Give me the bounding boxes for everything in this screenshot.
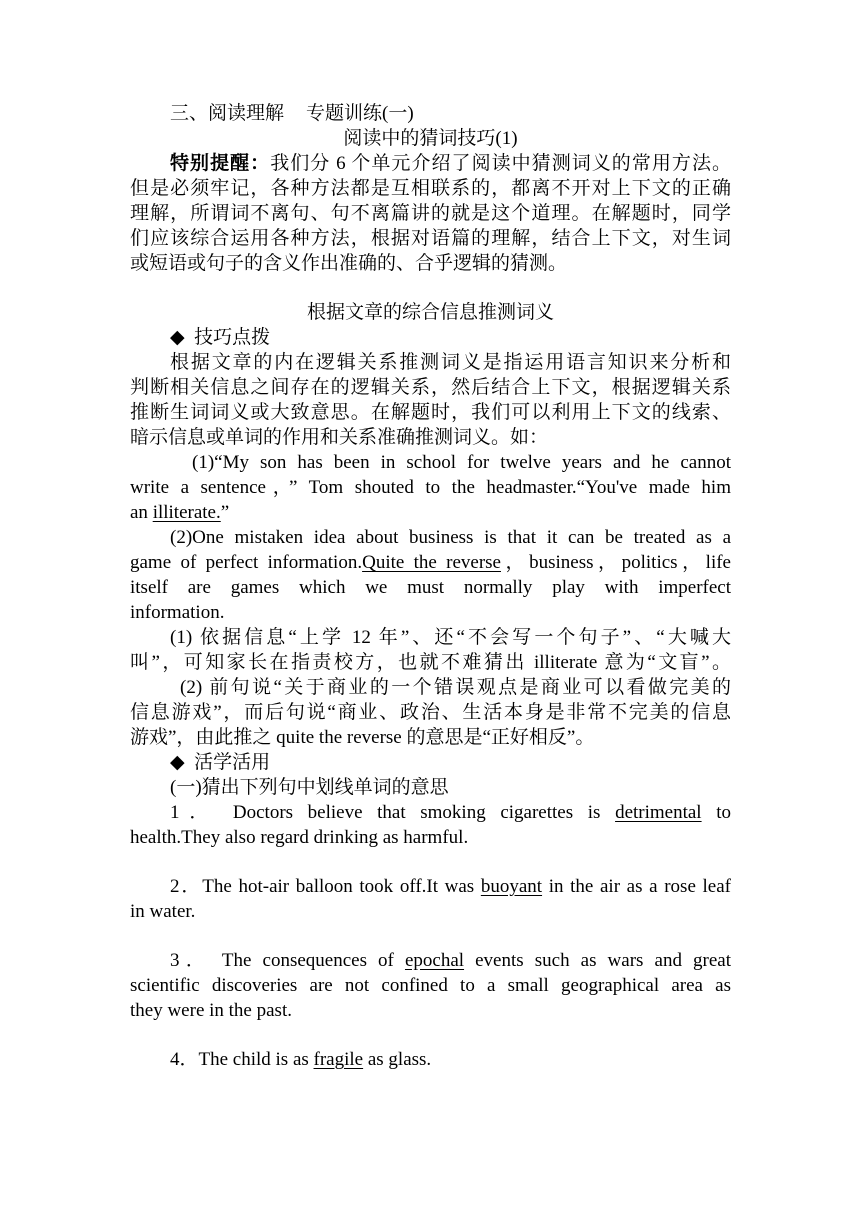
question-3: 3． The consequences of epochal events such as wars and great scientific discoveries are not confined to a small geographical area as they were in the past. [130,950,731,1021]
diamond-bullet-icon: ◆ [170,751,185,773]
section-label: 三、阅读理解 [170,103,285,124]
underlined-word: illiterate. [152,502,221,523]
question-4: 4．The child is as fragile as glass. [170,1049,432,1070]
explanation-2: (2) 前句说“关于商业的一个错误观点是商业可以看做完美的 信息游戏”，而后句说“商业、政治、生活本身是非常不完美的信息 游戏”，由此推之 quite the reverse 的意思是“正好相反”。 [130,677,731,748]
target-word: buoyant [480,876,543,897]
practice-heading: ◆ 活学活用 [170,751,271,773]
target-word: epochal [404,950,465,971]
underlined-phrase: Quite the reverse [362,552,501,573]
reminder-paragraph: 特别提醒：我们分 6 个单元介绍了阅读中猜测词义的常用方法。 但是必须牢记，各种方法都是互相联系的，都离不开对上下文的正确 理解，所谓词不离句、句不离篇讲的就是这个道理。在解题时，同学 们应该综合运用各种方法，根据对语篇的理解，结合上下文，对生词 或短语或句子的含义作出准确的、合乎逻辑的猜测。 [130,153,731,274]
explanation-1: (1) 依据信息“上学 12 年”、还“不会写一个句子”、“大喊大 叫”，可知家长在指责校方，也就不难猜出 illiterate 意为“文盲”。 [130,627,731,673]
diamond-bullet-icon: ◆ [170,326,185,348]
page-header [130,101,731,126]
question-1: 1． Doctors believe that smoking cigarettes is detrimental to health.They also regard drinking as harmful. [130,802,731,848]
example-1: (1)“My son has been in school for twelve years and he cannot write a sentence，” Tom shouted to the headmaster.“You've made him an illiterate.” [130,452,731,523]
reminder-label: 特别提醒： [170,153,271,174]
practice-subheading: (一)猜出下列句中划线单词的意思 [170,777,449,798]
document-body [130,101,731,1072]
series-label: 专题训练(一) [306,103,414,124]
tips-paragraph: 根据文章的内在逻辑关系推测词义是指运用语言知识来分析和 判断相关信息之间存在的逻辑关系，然后结合上下文，根据逻辑关系 推断生词词义或大致意思。在解题时，我们可以利用上下文的线索、 暗示信息或单词的作用和关系准确推测词义。如： [130,352,731,448]
question-2: 2．The hot-air balloon took off.It was buoyant in the air as a rose leaf in water. [130,876,731,922]
tips-heading: ◆ 技巧点拨 [170,326,271,348]
target-word: fragile [313,1049,364,1070]
example-2: (2)One mistaken idea about business is that it can be treated as a game of perfect information.Quite the reverse，business，politics，life itself are games which we must normally play with imperfect information. [130,527,731,623]
target-word: detrimental [615,802,702,823]
section-title: 根据文章的综合信息推测词义 [306,302,554,323]
page-title: 阅读中的猜词技巧(1) [343,128,518,149]
